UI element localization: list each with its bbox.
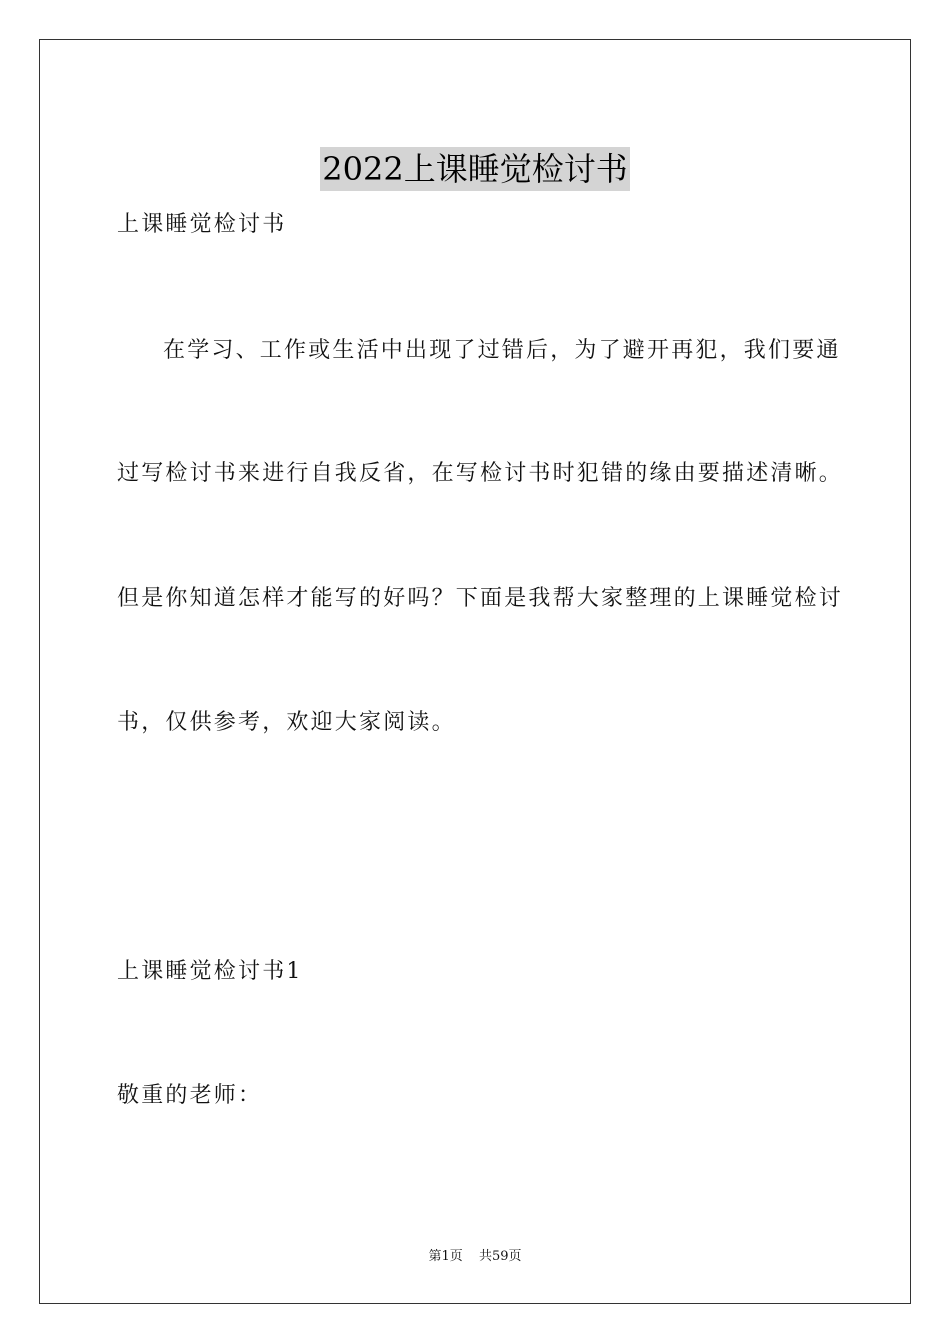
title-container: [0, 126, 950, 213]
section-heading: 上课睡觉检讨书1: [117, 959, 303, 984]
document-subtitle: 上课睡觉检讨书: [117, 212, 287, 237]
intro-line-4: 书，仅供参考，欢迎大家阅读。: [117, 710, 456, 735]
intro-line-3: 但是你知道怎样才能写的好吗？下面是我帮大家整理的上课睡觉检讨: [117, 586, 844, 611]
page-total: 共59页: [478, 1249, 522, 1264]
page-number: 第1页: [428, 1249, 463, 1264]
intro-line-1: 在学习、工作或生活中出现了过错后，为了避开再犯，我们要通: [163, 338, 841, 363]
intro-line-2: 过写检讨书来进行自我反省，在写检讨书时犯错的缘由要描述清晰。: [117, 461, 844, 486]
document-title: 2022上课睡觉检讨书: [320, 147, 629, 191]
page-footer: [0, 1248, 950, 1266]
salutation: 敬重的老师：: [117, 1083, 263, 1108]
